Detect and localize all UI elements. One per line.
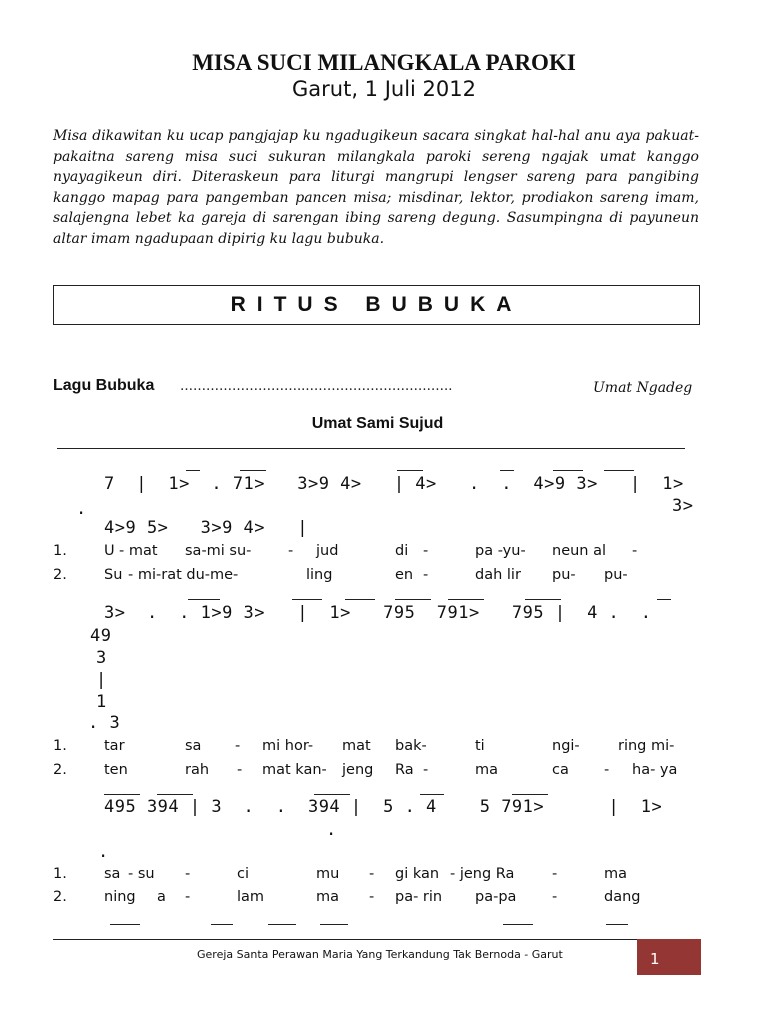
lyric-syllable: ha- ya (632, 762, 678, 778)
lyric-syllable: U (104, 543, 115, 559)
lyric-syllable: tar (104, 738, 125, 754)
notation-line: 4>9 5> 3>9 4> | (104, 518, 308, 538)
song-heading: Umat Sami Sujud (311, 415, 444, 432)
lyric-syllable: ca (552, 762, 569, 778)
notation-fragment: 3> (672, 496, 694, 516)
lyric-syllable: ti (475, 738, 485, 754)
lyric-syllable: ring mi- (618, 738, 675, 754)
note-overline (448, 599, 484, 600)
lyric-syllable: mat kan- (262, 762, 327, 778)
lyric-syllable: - (552, 889, 558, 905)
lyric-syllable: jud (316, 543, 339, 559)
section-title: RITUS BUBUKA (230, 293, 523, 316)
notation-stack: 49 (90, 626, 112, 646)
note-underline (606, 924, 628, 925)
note-overline (525, 599, 561, 600)
note-overline (512, 794, 548, 795)
lyric-syllable: jeng (342, 762, 374, 778)
lyric-syllable: dah lir (475, 567, 521, 583)
document-title: MISA SUCI MILANGKALA PAROKI (192, 50, 576, 75)
notation-stack: . 3 (88, 713, 121, 733)
verse-number: 2. (53, 762, 67, 778)
lyric-syllable: a (157, 889, 166, 905)
note-overline (553, 470, 583, 471)
footer-text: Gereja Santa Perawan Maria Yang Terkandung Tak Bernoda - Garut (197, 948, 563, 961)
lyric-syllable: - (185, 866, 191, 882)
lyric-syllable: gi kan (395, 866, 440, 882)
lyric-syllable: pu- (604, 567, 628, 583)
note-underline (211, 924, 233, 925)
lyric-syllable: ning (104, 889, 136, 905)
lyric-syllable: - (632, 543, 638, 559)
notation-stack: 3 (96, 648, 107, 668)
lyric-syllable: - (552, 866, 558, 882)
note-underline (503, 924, 533, 925)
lyric-syllable: - su (128, 866, 155, 882)
note-overline (157, 794, 193, 795)
lyric-syllable: - (423, 543, 429, 559)
lyric-syllable: - (288, 543, 294, 559)
note-overline (186, 470, 200, 471)
lyric-syllable: pa-pa (475, 889, 517, 905)
lyric-syllable: ngi- (552, 738, 580, 754)
heading-rule (57, 448, 685, 449)
lyric-syllable: - (604, 762, 610, 778)
lyric-syllable: pa- rin (395, 889, 443, 905)
verse-number: 1. (53, 543, 67, 559)
lyric-syllable: Su (104, 567, 123, 583)
notation-line: 495 394 | 3 . . 394 | 5 . 4 5 791> | 1> (104, 797, 663, 817)
lyric-syllable: neun al (552, 543, 607, 559)
lyric-syllable: dang (604, 889, 641, 905)
notation-dot: . (76, 499, 87, 519)
note-overline (420, 794, 444, 795)
note-overline (292, 599, 322, 600)
lyric-syllable: ling (306, 567, 333, 583)
lyric-syllable: ma (316, 889, 340, 905)
lyric-syllable: ten (104, 762, 128, 778)
lyric-syllable: sa (185, 738, 202, 754)
song-label: Lagu Bubuka (53, 377, 155, 394)
verse-number: 1. (53, 866, 67, 882)
verse-number: 2. (53, 889, 67, 905)
lyric-syllable: di (395, 543, 409, 559)
song-dots: ………………………..……………………………. (180, 379, 453, 394)
song-direction: Umat Ngadeg (593, 380, 693, 396)
lyric-syllable: en (395, 567, 414, 583)
lyric-syllable: - (369, 889, 375, 905)
intro-paragraph: Misa dikawitan ku ucap pangjajap ku ngadugikeun sacara singkat hal-hal anu aya pakuat-pakaitna sareng misa suci sukuran milangkala paroki sereng ngajak umat kanggo nyayagikeun diri. Diteraskeun para liturgi mangrupi lengser sareng para pangibing kanggo mapag para pangemban pancen misa; misdinar, lektor, prodiakon sareng imam, salajengna lebet ka gareja di sarengan ibing sareng degung. Sasumpingna di payuneun altar imam ngadupaan dipirig ku lagu bubuka. (53, 128, 699, 247)
lyric-syllable: lam (237, 889, 265, 905)
lyric-syllable: - (185, 889, 191, 905)
notation-stack: | (96, 670, 107, 690)
lyric-syllable: - (369, 866, 375, 882)
lyric-syllable: mu (316, 866, 340, 882)
lyric-syllable: Ra (395, 762, 414, 778)
verse-number: 2. (53, 567, 67, 583)
lyric-syllable: - (237, 762, 243, 778)
note-overline (240, 470, 266, 471)
notation-line: 3> . . 1>9 3> | 1> 795 791> 795 | 4 . . (104, 603, 652, 623)
note-overline (188, 599, 220, 600)
lyric-syllable: sa (104, 866, 121, 882)
note-overline (500, 470, 514, 471)
lyric-syllable: ci (237, 866, 250, 882)
note-overline (104, 794, 140, 795)
note-overline (314, 794, 350, 795)
notation-dot: . (326, 820, 337, 840)
lyric-syllable: - (423, 567, 429, 583)
lyric-syllable: sa-mi su- (185, 543, 252, 559)
note-underline (110, 924, 140, 925)
lyric-syllable: bak- (395, 738, 427, 754)
note-overline (397, 470, 423, 471)
lyric-syllable: - mat (119, 543, 158, 559)
note-underline (268, 924, 296, 925)
lyric-syllable: mi hor- (262, 738, 314, 754)
lyric-syllable: mat (342, 738, 371, 754)
lyric-syllable: - (235, 738, 241, 754)
note-underline (320, 924, 348, 925)
document-subtitle: Garut, 1 Juli 2012 (292, 77, 476, 101)
lyric-syllable: pa -yu- (475, 543, 526, 559)
note-overline (345, 599, 375, 600)
note-overline (604, 470, 634, 471)
note-overline (657, 599, 671, 600)
notation-dot: . (98, 842, 109, 862)
page-number-badge (637, 939, 701, 975)
lyric-syllable: - (423, 762, 429, 778)
lyric-syllable: rah (185, 762, 210, 778)
lyric-syllable: - jeng Ra (450, 866, 515, 882)
note-overline (395, 599, 431, 600)
notation-line: 7 | 1> . 71> 3>9 4> | 4> . . 4>9 3> | 1> (104, 474, 684, 494)
page-number: 1 (650, 950, 660, 968)
lyric-syllable: ma (475, 762, 499, 778)
lyric-syllable: ma (604, 866, 628, 882)
lyric-syllable: pu- (552, 567, 576, 583)
footer-rule (53, 939, 637, 940)
lyric-syllable: - mi-rat du-me- (128, 567, 239, 583)
notation-stack: 1 (96, 692, 107, 712)
verse-number: 1. (53, 738, 67, 754)
